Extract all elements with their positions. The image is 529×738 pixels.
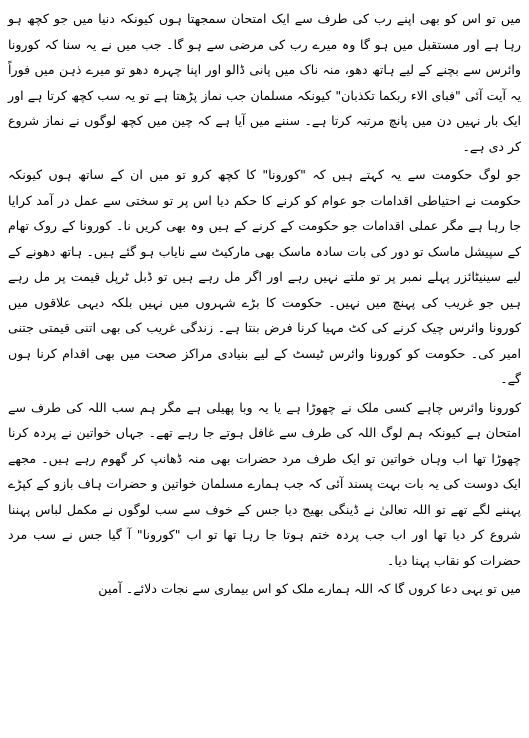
urdu-article-page (8, 6, 521, 732)
paragraph-divine-warning: کورونا وائرس چاہے کسی ملک نے چھوڑا ہے یا یہ وبا پھیلی ہے مگر ہم سب اللہ کی طرف سے امتحان ہے کیونکہ ہم لوگ اللہ کی طرف سے غافل ہوتے جا رہے تھے۔ جہاں خواتین نے پردہ کرنا چھوڑا تھا اب وہاں خواتین تو ایک طرف مرد حضرات بھی منہ ڈھانپ کر گھوم رہے ہیں۔ مجھے ایک دوست کی یہ بات بہت پسند آئی کہ جب ہمارے مسلمان خواتین و حضرات ہاف بازو کے کپڑے پہننے لگے تھے تو اللہ تعالیٰ نے ڈینگی بھیج دیا جس کے خوف سے سب لوگوں نے مکمل لباس پہننا شروع کر دیا تھا اور اب جب پردہ ختم ہوتا جا رہا تھا تو اب "کورونا" آ گیا جس نے سب مرد حضرات کو نقاب پہنا دیا۔ (8, 399, 521, 568)
paragraph-test-from-god: میں تو اس کو بھی اپنے رب کی طرف سے ایک امتحان سمجھتا ہوں کیونکہ دنیا میں جو کچھ ہو رہا ہے اور مستقبل میں ہو گا وہ میرے رب کی مرضی سے ہو گا۔ جب میں نے یہ سنا کہ کورونا وائرس سے بچنے کے لیے ہاتھ دھو، منہ ناک میں پانی ڈالو اور اپنا چہرہ دھو تو میرے ذہن میں فوراً یہ آیت آئی "فبای الاء ربکما تکذبان" کیونکہ مسلمان جب نماز پڑھتا ہے تو یہ سب کچھ کرتا ہے اور ایک بار نہیں دن میں پانچ مرتبہ کرتا ہے۔ سننے میں آیا ہے کہ چین میں کچھ لوگوں نے نماز شروع کر دی ہے۔ (8, 11, 521, 154)
paragraph-government-measures: جو لوگ حکومت سے یہ کہتے ہیں کہ "کورونا" کا کچھ کرو تو میں ان کے ساتھ ہوں کیونکہ حکومت نے احتیاطی اقدامات جو عوام کو کرنے کا حکم دیا اس پر تو سختی سے عمل در آمد کرایا جا رہا ہے مگر عملی اقدامات جو حکومت کے کرنے کے ہیں وہ بھی کریں نا۔ کورونا کے روک تھام کے سپیشل ماسک تو دور کی بات سادہ ماسک بھی مارکیٹ سے نایاب ہو گئے ہیں۔ ہاتھ دھونے کے لیے سینیٹائزر پہلے نمبر پر تو ملتے نہیں رہے اور اگر مل رہے ہیں تو ڈبل ٹرپل قیمت پر مل رہے ہیں جو غریب کی پہنچ میں نہیں۔ حکومت کا بڑے شہروں میں نہیں بلکہ دیہی علاقوں میں کورونا وائرس چیک کرنے کی کٹ مہیا کرنا فرض بنتا ہے۔ زندگی غریب کی بھی اتنی قیمتی جتنی امیر کی۔ حکومت کو کورونا وائرس ٹیسٹ کے لیے بنیادی مراکز صحت میں بھی اقدام کرنا ہوں گے۔ (8, 167, 521, 386)
paragraph-closing-prayer: میں تو یہی دعا کروں گا کہ اللہ ہمارے ملک کو اس بیماری سے نجات دلائے۔ آمین (98, 581, 521, 596)
